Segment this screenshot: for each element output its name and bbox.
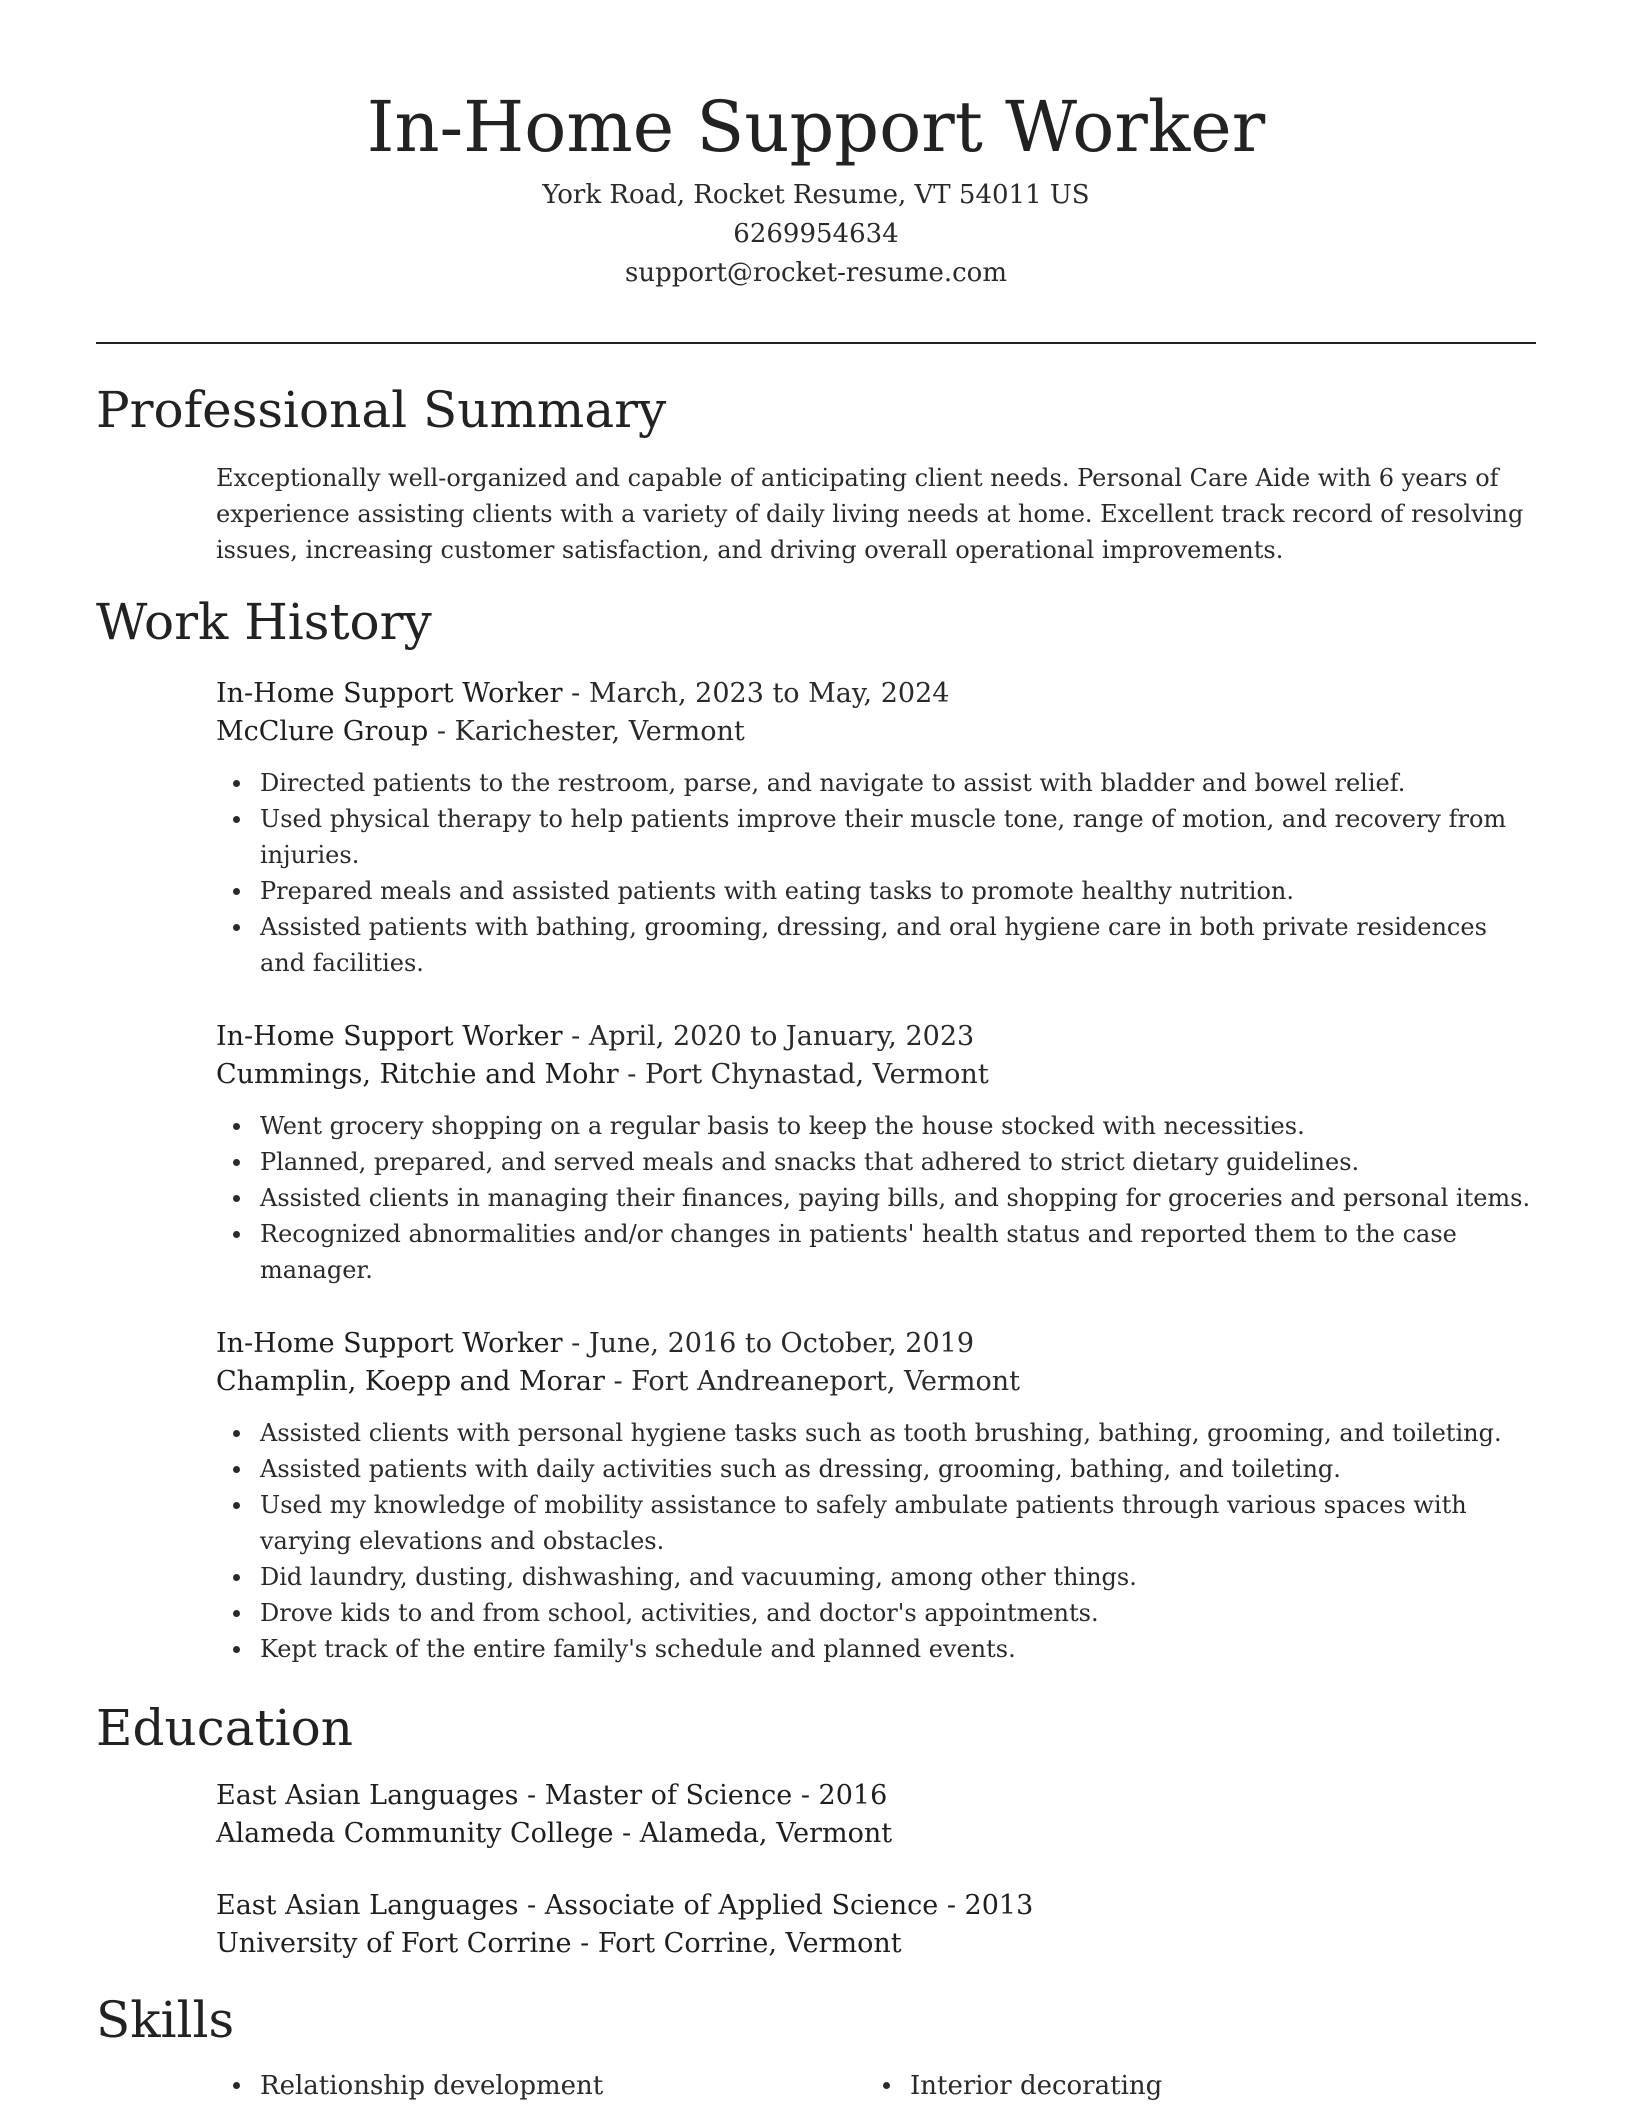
job-position: In-Home Support Worker [216, 1328, 563, 1359]
section-title-education: Education [96, 1699, 353, 1757]
job-bullet-list [216, 1415, 1536, 1667]
section-title-summary: Professional Summary [96, 381, 667, 439]
job-bullet-list [216, 765, 1536, 981]
job-bullet: Used physical therapy to help patients improve their muscle tone, range of motion, and recovery from injuries. [260, 801, 1536, 873]
education-school: University of Fort Corrine [216, 1928, 572, 1959]
job-title-line [216, 1325, 1536, 1363]
candidate-name: In-Home Support Worker [366, 86, 1266, 168]
education-degree: Associate of Applied Science [544, 1890, 939, 1921]
job-location: Karichester, Vermont [454, 716, 745, 747]
section-title-skills: Skills [96, 1991, 235, 2049]
job-bullet: Planned, prepared, and served meals and snacks that adhered to strict dietary guidelines. [260, 1144, 1536, 1180]
job-dates: June, 2016 to October, 2019 [588, 1328, 974, 1359]
job-bullet: Assisted clients with personal hygiene tasks such as tooth brushing, bathing, grooming, and toileting. [260, 1415, 1536, 1451]
job-bullet: Assisted patients with bathing, grooming, dressing, and oral hygiene care in both private residences and facilities. [260, 909, 1536, 981]
education-school: Alameda Community College [216, 1818, 614, 1849]
job-bullet: Assisted clients in managing their finances, paying bills, and shopping for groceries and personal items. [260, 1180, 1536, 1216]
skills-bullets-left [216, 2067, 603, 2105]
education-location: Alameda, Vermont [639, 1818, 893, 1849]
education-entry [216, 1887, 1536, 1963]
contact-address: York Road, Rocket Resume, VT 54011 US [542, 180, 1090, 210]
job-bullet: Did laundry, dusting, dishwashing, and vacuuming, among other things. [260, 1559, 1536, 1595]
job-bullet-list [216, 1108, 1536, 1288]
contact-email: support@rocket-resume.com [624, 258, 1007, 288]
separator: - [613, 1818, 640, 1849]
job-entry [216, 675, 1536, 981]
job-company: Cummings, Ritchie and Mohr [216, 1059, 619, 1090]
job-title-line [216, 1018, 1536, 1056]
job-bullet: Drove kids to and from school, activities, and doctor's appointments. [260, 1595, 1536, 1631]
job-position: In-Home Support Worker [216, 1021, 563, 1052]
separator: - [938, 1890, 965, 1921]
job-bullet: Prepared meals and assisted patients with eating tasks to promote healthy nutrition. [260, 873, 1536, 909]
summary-block [216, 460, 1536, 568]
skills-column-right [866, 2067, 1162, 2105]
education-degree: Master of Science [544, 1780, 793, 1811]
job-company: McClure Group [216, 716, 429, 747]
separator: - [518, 1780, 545, 1811]
job-bullet: Assisted patients with daily activities such as dressing, grooming, bathing, and toileting. [260, 1451, 1536, 1487]
separator: - [618, 1059, 645, 1090]
education-degree-line [216, 1887, 1536, 1925]
job-bullet: Used my knowledge of mobility assistance to safely ambulate patients through various spaces with varying elevations and obstacles. [260, 1487, 1536, 1559]
separator: - [562, 678, 589, 709]
job-company-line [216, 713, 1536, 751]
education-field: East Asian Languages [216, 1780, 519, 1811]
job-bullet: Went grocery shopping on a regular basis to keep the house stocked with necessities. [260, 1108, 1536, 1144]
skill-item: Relationship development [260, 2067, 603, 2105]
education-year: 2016 [818, 1780, 888, 1811]
separator: - [428, 716, 455, 747]
summary-text: Exceptionally well-organized and capable of anticipating client needs. Personal Care Aide with 6 years of experience assisting clients with a variety of daily living needs at home. Excellent track record of resolving issues, increasing customer satisfaction, and driving overall operational improvements. [216, 464, 1524, 564]
job-entry [216, 1018, 1536, 1288]
education-year: 2013 [964, 1890, 1034, 1921]
separator: - [604, 1366, 632, 1397]
job-location: Fort Andreaneport, Vermont [631, 1366, 1020, 1397]
job-company-line [216, 1056, 1536, 1094]
job-bullet: Kept track of the entire family's schedule and planned events. [260, 1631, 1536, 1667]
education-degree-line [216, 1777, 1536, 1815]
skills-bullets-right [866, 2067, 1162, 2105]
education-location: Fort Corrine, Vermont [597, 1928, 902, 1959]
job-location: Port Chynastad, Vermont [644, 1059, 989, 1090]
job-title-line [216, 675, 1536, 713]
contact-phone: 6269954634 [733, 219, 899, 249]
job-company-line [216, 1363, 1536, 1401]
job-dates: March, 2023 to May, 2024 [588, 678, 950, 709]
job-company: Champlin, Koepp and Morar [216, 1366, 605, 1397]
resume-header [0, 82, 1632, 293]
separator: - [518, 1890, 545, 1921]
job-dates: April, 2020 to January, 2023 [588, 1021, 975, 1052]
education-field: East Asian Languages [216, 1890, 519, 1921]
education-school-line [216, 1925, 1536, 1963]
job-bullet: Directed patients to the restroom, parse, and navigate to assist with bladder and bowel relief. [260, 765, 1536, 801]
header-divider [96, 342, 1536, 344]
education-entry [216, 1777, 1536, 1853]
separator: - [562, 1021, 589, 1052]
skill-item: Interior decorating [910, 2067, 1162, 2105]
separator: - [571, 1928, 598, 1959]
separator: - [562, 1328, 589, 1359]
skills-column-left [216, 2067, 603, 2105]
separator: - [792, 1780, 819, 1811]
job-bullet: Recognized abnormalities and/or changes in patients' health status and reported them to the case manager. [260, 1216, 1536, 1288]
section-title-work-history: Work History [96, 593, 432, 651]
job-position: In-Home Support Worker [216, 678, 563, 709]
job-entry [216, 1325, 1536, 1667]
education-school-line [216, 1815, 1536, 1853]
